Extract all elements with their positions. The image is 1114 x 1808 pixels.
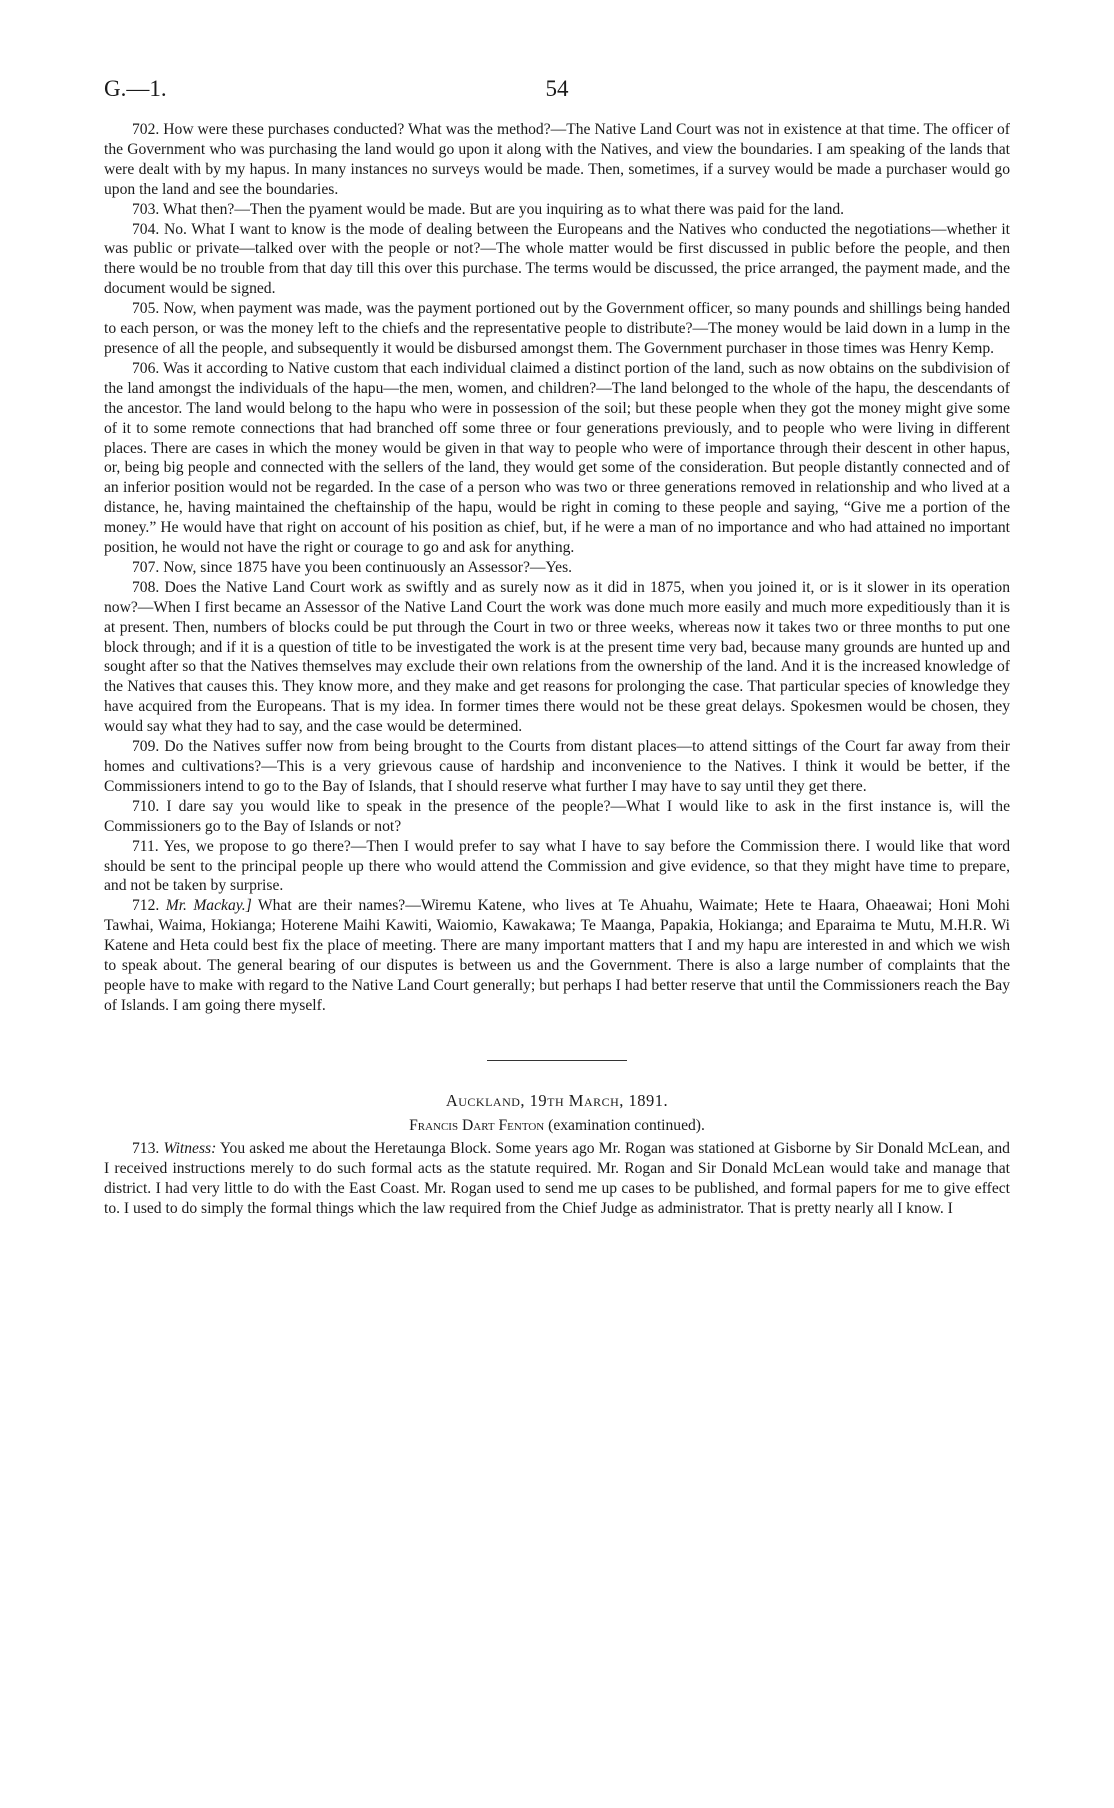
paragraph-709: 709. Do the Natives suffer now from being brought to the Courts from distant places—to attend sittings of the Court far away from their homes and cultivations?—This is a very grievous cause of hardship and inconvenience to the Natives. I think it would be better, if the Commissioners intend to go to the Bay of Islands, that I should reserve what further I may have to say until they get there. [104,738,1010,795]
witness-label: Witness: [163,1139,217,1157]
paragraph-703: 703. What then?—Then the pyament would be made. But are you inquiring as to what there was paid for the land. [132,200,845,218]
paragraph-713 [104,1139,1010,1219]
document-reference: G.—1. [104,76,167,101]
place-date-heading: Auckland, 19th March, 1891. [445,1090,669,1110]
paragraph-706: 706. Was it according to Native custom that each individual claimed a distinct portion of the land, such as now obtains on the subdivision of the land amongst the individuals of the hapu—the men, women, and children?—The land belonged to the whole of the hapu, the descendants of the ancestor. The land would belong to the hapu who were in possession of the soil; but these people when they got the money might give some of it to some remote connections that had branched off some three or four generations previously, and to people who were living in different places. There are cases in which the money would be given in that way to people who were of importance through their descent in other hapus, or, being big people and connected with the sellers of the land, they would get some of the consideration. But people distantly connected and of an inferior position would not be regarded. In the case of a person who was two or three generations removed in relationship and who lived at a distance, he, having maintained the cheftainship of the hapu, would be right in coming to these people and saying, “Give me a portion of the money.” He would have that right on account of his position as chief, but, if he were a man of no importance and who had attained no important position, he would not have the right or courage to go and ask for anything. [104,359,1010,557]
paragraph-number: 713. [132,1139,160,1157]
paragraph-710: 710. I dare say you would like to speak in the presence of the people?—What I would like to ask in the first instance is, will the Commissioners go to the Bay of Islands or not? [104,797,1010,835]
witness-name: Francis Dart Fenton [409,1116,545,1134]
witness-heading [104,1117,1010,1135]
page-header [104,76,1010,112]
paragraph-text: You asked me about the Heretaunga Block. Some years ago Mr. Rogan was stationed at Gisborne by Sir Donald McLean, and I received instructions merely to do such formal acts as the statute required. Mr. Rogan and Sir Donald McLean would take and manage that district. I had very little to do with the East Coast. Mr. Rogan used to send me up cases to be published, and formal papers for me to give effect to. I used to do simply the formal things which the law required from the Chief Judge as administrator. That is pretty nearly all I know. I [104,1139,1010,1217]
body-text [104,120,1010,1016]
witness-note: (examination continued). [548,1116,705,1134]
speaker-label: Mr. Mackay.] [165,897,252,915]
page-number: 54 [545,76,569,101]
paragraph-707: 707. Now, since 1875 have you been continuously an Assessor?—Yes. [132,558,573,576]
paragraph-702: 702. How were these purchases conducted? What was the method?—The Native Land Court was not in existence at that time. The officer of the Government who was purchasing the land would go upon it along with the Natives, and view the boundaries. I am speaking of the lands that were dealt with by my hapus. In many instances no surveys would be made. Then, sometimes, if a survey would be made a purchaser would go upon the land and see the boundaries. [104,121,1010,198]
paragraph-705: 705. Now, when payment was made, was the payment portioned out by the Government officer, so many pounds and shillings being handed to each person, or was the money left to the chiefs and the representative people to distribute?—The money would be laid down in a lump in the presence of all the people, and subsequently it would be disbursed amongst them. The Government purchaser in those times was Henry Kemp. [104,300,1010,357]
section-divider [487,1060,627,1061]
body-text-continued [104,1139,1010,1219]
paragraph-704: 704. No. What I want to know is the mode of dealing between the Europeans and the Natives who conducted the negotiations—whether it was public or private—talked over with the people or not?—The whole matter would be first discussed in public before the people, and then there would be no trouble from that day till this over this purchase. The terms would be discussed, the price arranged, the payment made, and the document would be signed. [104,220,1010,298]
paragraph-text: What are their names?—Wiremu Katene, who lives at Te Ahuahu, Waimate; Hete te Haara, Ohaeawai; Honi Mohi Tawhai, Waima, Hokianga; Hoterene Maihi Kawiti, Waiomio, Kawakawa; Te Maanga, Papakia, Hokianga; and Eparaima te Mutu, M.H.R. Wi Katene and Heta could best fix the place of meeting. There are many important matters that I and my hapu are interested in and which we wish to speak about. The general bearing of our disputes is between us and the Government. There is also a large number of complaints that the people have to make with regard to the Native Land Court generally; but perhaps I had better reserve that until the Commissioners reach the Bay of Islands. I am going there myself. [104,897,1011,1014]
paragraph-711: 711. Yes, we propose to go there?—Then I would prefer to say what I have to say before the Commission there. I would like that word should be sent to the principal people up there who would attend the Commission and give evidence, so that they might have time to prepare, and not be taken by surprise. [104,837,1010,895]
paragraph-712 [104,896,1010,1015]
paragraph-number: 712. [132,897,160,915]
paragraph-708: 708. Does the Native Land Court work as swiftly and as surely now as it did in 1875, when you joined it, or is it slower in its operation now?—When I first became an Assessor of the Native Land Court the work was done much more easily and much more expeditiously than it is at present. Then, numbers of blocks could be put through the Court in two or three weeks, whereas now it takes two or three months to put one block through; and if it is a question of title to be investigated the work is at the present time very bad, because many grounds are hunted up and sought after so that the Natives themselves may exclude their own relations from the ownership of the land. And it is the increased knowledge of the Natives that causes this. They know more, and they make and get reasons for prolonging the case. That particular species of knowledge they have acquired from the Europeans. That is my idea. In former times there would not be these great delays. Spokesmen would be chosen, they would say what they had to say, and the case would be determined. [104,578,1010,736]
